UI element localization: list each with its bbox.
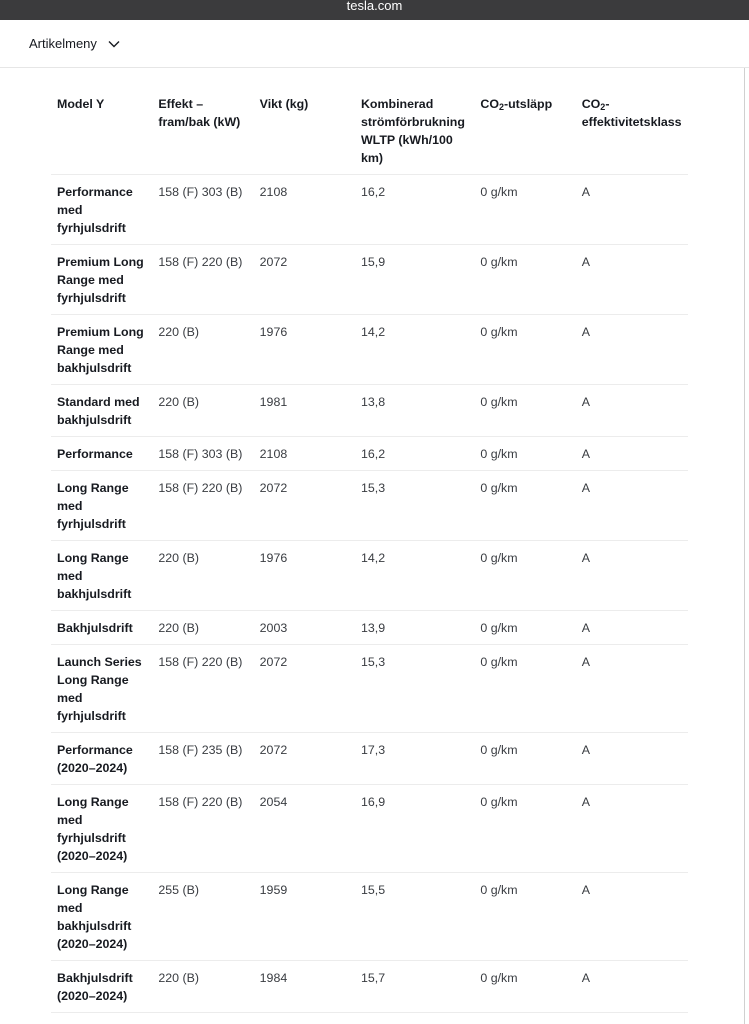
table-row [51,645,688,733]
cell-model: Performance med fyrhjulsdrift [51,175,152,245]
table-row [51,541,688,611]
cell-weight: 1959 [254,873,355,961]
cell-class: A [576,245,688,315]
header-co2-class [576,86,688,175]
cell-consumption: 14,2 [355,315,474,385]
cell-model: Launch Series Long Range med fyrhjulsdrift [51,645,152,733]
cell-power: 158 (F) 303 (B) [152,175,253,245]
cell-power: 158 (F) 220 (B) [152,471,253,541]
cell-power: 158 (F) 303 (B) [152,437,253,471]
cell-weight: 1976 [254,315,355,385]
cell-weight: 2003 [254,611,355,645]
cell-model: Long Range med bakhjulsdrift (2020–2024) [51,873,152,961]
cell-model: Performance (2020–2024) [51,733,152,785]
cell-power: 220 (B) [152,961,253,1013]
cell-power: 158 (F) 220 (B) [152,785,253,873]
cell-power: 220 (B) [152,611,253,645]
url-text[interactable]: tesla.com [346,0,403,13]
cell-power: 158 (F) 235 (B) [152,733,253,785]
cell-emission: 0 g/km [474,785,575,873]
table-row [51,175,688,245]
cell-emission: 0 g/km [474,471,575,541]
cell-class: A [576,785,688,873]
cell-consumption: 14,2 [355,541,474,611]
cell-consumption: 15,5 [355,873,474,961]
cell-class: A [576,645,688,733]
specs-table [51,86,688,1013]
article-menu-bar [0,20,749,68]
cell-emission: 0 g/km [474,611,575,645]
co2-label: CO [581,97,601,111]
table-row [51,961,688,1013]
cell-emission: 0 g/km [474,437,575,471]
cell-emission: 0 g/km [474,961,575,1013]
table-header-row [51,86,688,175]
emission-suffix: -utsläpp [503,97,553,111]
cell-power: 158 (F) 220 (B) [152,645,253,733]
cell-consumption: 17,3 [355,733,474,785]
cell-model: Bakhjulsdrift (2020–2024) [51,961,152,1013]
cell-emission: 0 g/km [474,385,575,437]
cell-weight: 2072 [254,733,355,785]
cell-emission: 0 g/km [474,175,575,245]
cell-weight: 1984 [254,961,355,1013]
cell-model: Premium Long Range med fyrhjulsdrift [51,245,152,315]
cell-class: A [576,961,688,1013]
cell-power: 255 (B) [152,873,253,961]
table-row [51,245,688,315]
cell-weight: 2108 [254,175,355,245]
table-row [51,315,688,385]
cell-consumption: 16,2 [355,175,474,245]
table-row [51,385,688,437]
header-co2-emission [474,86,575,175]
cell-class: A [576,541,688,611]
table-row [51,471,688,541]
cell-consumption: 16,9 [355,785,474,873]
header-model: Model Y [51,86,152,175]
cell-weight: 2054 [254,785,355,873]
cell-class: A [576,385,688,437]
chevron-down-icon [108,40,120,48]
cell-class: A [576,175,688,245]
cell-class: A [576,471,688,541]
cell-power: 220 (B) [152,385,253,437]
cell-class: A [576,315,688,385]
cell-emission: 0 g/km [474,245,575,315]
header-power: Effekt – fram/bak (kW) [152,86,253,175]
cell-weight: 2072 [254,471,355,541]
cell-consumption: 15,3 [355,645,474,733]
cell-power: 220 (B) [152,315,253,385]
cell-emission: 0 g/km [474,315,575,385]
cell-class: A [576,733,688,785]
cell-consumption: 15,7 [355,961,474,1013]
browser-url-bar[interactable] [0,0,749,20]
cell-consumption: 15,9 [355,245,474,315]
table-row [51,785,688,873]
class-suffix: -effektivitetsklass [581,97,682,129]
header-consumption: Kombinerad strömförbrukning WLTP (kWh/100 km) [355,86,474,175]
table-row [51,611,688,645]
cell-weight: 2108 [254,437,355,471]
table-row [51,733,688,785]
cell-consumption: 13,9 [355,611,474,645]
table-row [51,437,688,471]
cell-model: Long Range med bakhjulsdrift [51,541,152,611]
article-menu-label: Artikelmeny [29,36,97,51]
cell-weight: 1976 [254,541,355,611]
cell-class: A [576,611,688,645]
cell-emission: 0 g/km [474,541,575,611]
cell-model: Long Range med fyrhjulsdrift (2020–2024) [51,785,152,873]
cell-class: A [576,437,688,471]
cell-consumption: 16,2 [355,437,474,471]
cell-model: Standard med bakhjulsdrift [51,385,152,437]
cell-consumption: 15,3 [355,471,474,541]
co2-subscript: 2 [498,102,504,112]
header-weight: Vikt (kg) [254,86,355,175]
cell-class: A [576,873,688,961]
cell-power: 220 (B) [152,541,253,611]
cell-model: Performance [51,437,152,471]
cell-emission: 0 g/km [474,645,575,733]
cell-weight: 1981 [254,385,355,437]
cell-emission: 0 g/km [474,733,575,785]
cell-power: 158 (F) 220 (B) [152,245,253,315]
co2-subscript: 2 [600,102,606,112]
cell-weight: 2072 [254,245,355,315]
article-menu-toggle[interactable] [29,36,120,51]
cell-consumption: 13,8 [355,385,474,437]
table-row [51,873,688,961]
co2-label: CO [480,97,499,111]
table-body [51,175,688,1013]
scrollbar-track[interactable] [744,68,745,1024]
cell-model: Premium Long Range med bakhjulsdrift [51,315,152,385]
cell-emission: 0 g/km [474,873,575,961]
cell-model: Long Range med fyrhjulsdrift [51,471,152,541]
cell-model: Bakhjulsdrift [51,611,152,645]
cell-weight: 2072 [254,645,355,733]
